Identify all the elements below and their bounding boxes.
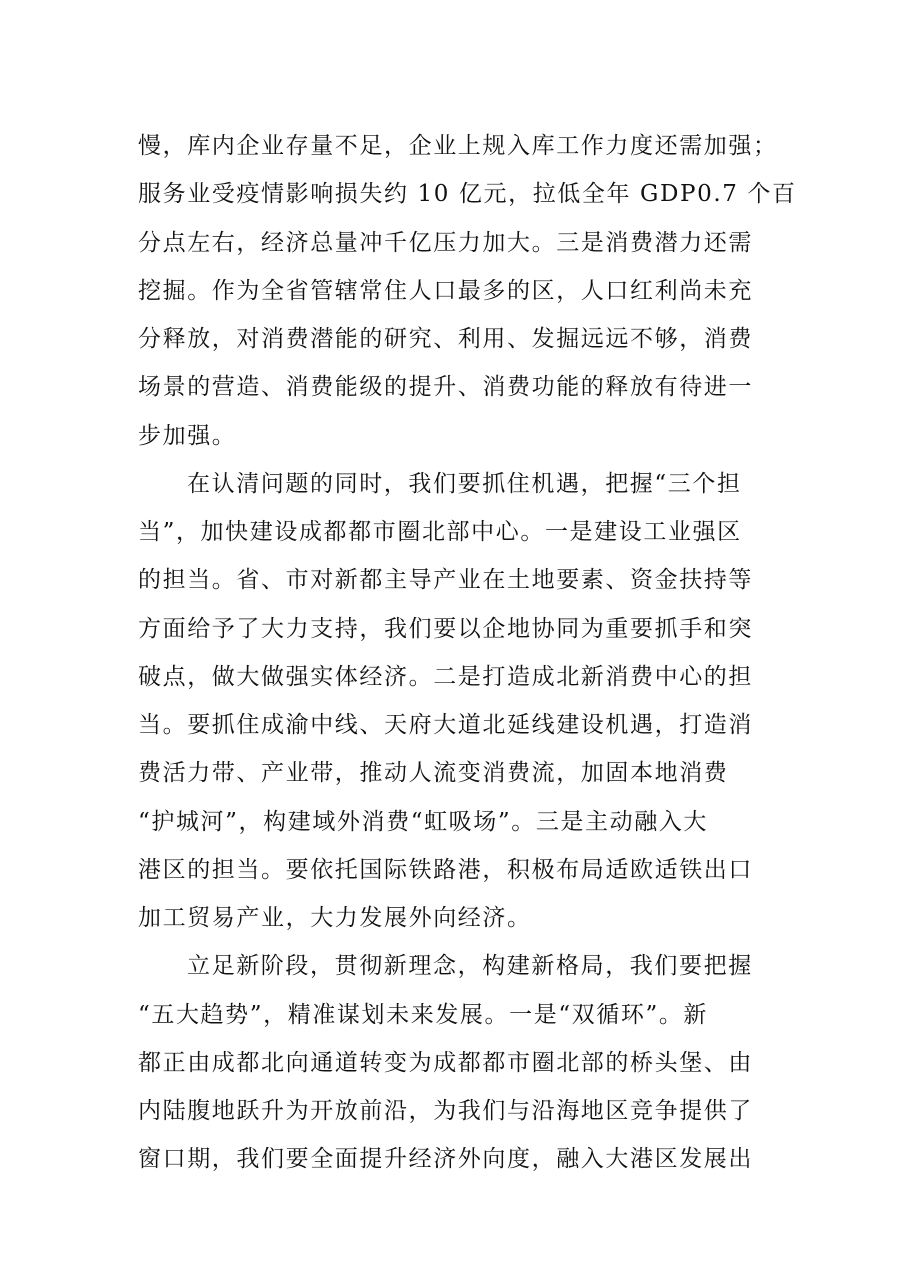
text-line: 加工贸易产业，大力发展外向经济。	[138, 905, 532, 931]
paragraph-first-line: 立足新阶段，贯彻新理念，构建新格局，我们要把握	[187, 953, 753, 980]
text-line: 当”，加快建设成都都市圈北部中心。一是建设工业强区	[138, 519, 742, 545]
text-line: 挖掘。作为全省管辖常住人口最多的区，人口红利尚未充	[138, 277, 753, 304]
text-line: 方面给予了大力支持，我们要以企地协同为重要抓手和突	[138, 615, 753, 642]
text-line: 分释放，对消费潜能的研究、利用、发掘远远不够，消费	[138, 326, 753, 352]
text-line: 分点左右，经济总量冲千亿压力加大。三是消费潜力还需	[138, 229, 753, 256]
text-line: 服务业受疫情影响损失约 10 亿元，拉低全年 GDP0.7 个百	[138, 181, 797, 208]
text-line: 场景的营造、消费能级的提升、消费功能的释放有待进一	[138, 374, 753, 401]
text-line: 当。要抓住成渝中线、天府大道北延线建设机遇，打造消	[138, 712, 753, 738]
text-line: 港区的担当。要依托国际铁路港，积极布局适欧适铁出口	[138, 856, 753, 883]
text-line: 步加强。	[138, 422, 237, 449]
text-line: 的担当。省、市对新都主导产业在土地要素、资金扶持等	[138, 567, 753, 594]
text-line: “护城河”，构建域外消费“虹吸场”。三是主动融入大	[138, 808, 709, 835]
paragraph-first-line: 在认清问题的同时，我们要抓住机遇，把握“三个担	[187, 470, 742, 497]
text-line: 都正由成都北向通道转变为成都都市圈北部的桥头堡、由	[138, 1049, 753, 1076]
text-line: 慢，库内企业存量不足，企业上规入库工作力度还需加强；	[138, 133, 778, 159]
text-line: 窗口期，我们要全面提升经济外向度，融入大港区发展出	[138, 1146, 753, 1173]
text-line: 破点，做大做强实体经济。二是打造成北新消费中心的担	[138, 663, 753, 690]
document-body	[138, 126, 797, 1188]
text-line: 内陆腹地跃升为开放前沿，为我们与沿海地区竞争提供了	[138, 1098, 753, 1124]
text-line: “五大趋势”，精准谋划未来发展。一是“双循环”。新	[138, 1001, 709, 1028]
text-line: 费活力带、产业带，推动人流变消费流，加固本地消费	[138, 760, 729, 787]
